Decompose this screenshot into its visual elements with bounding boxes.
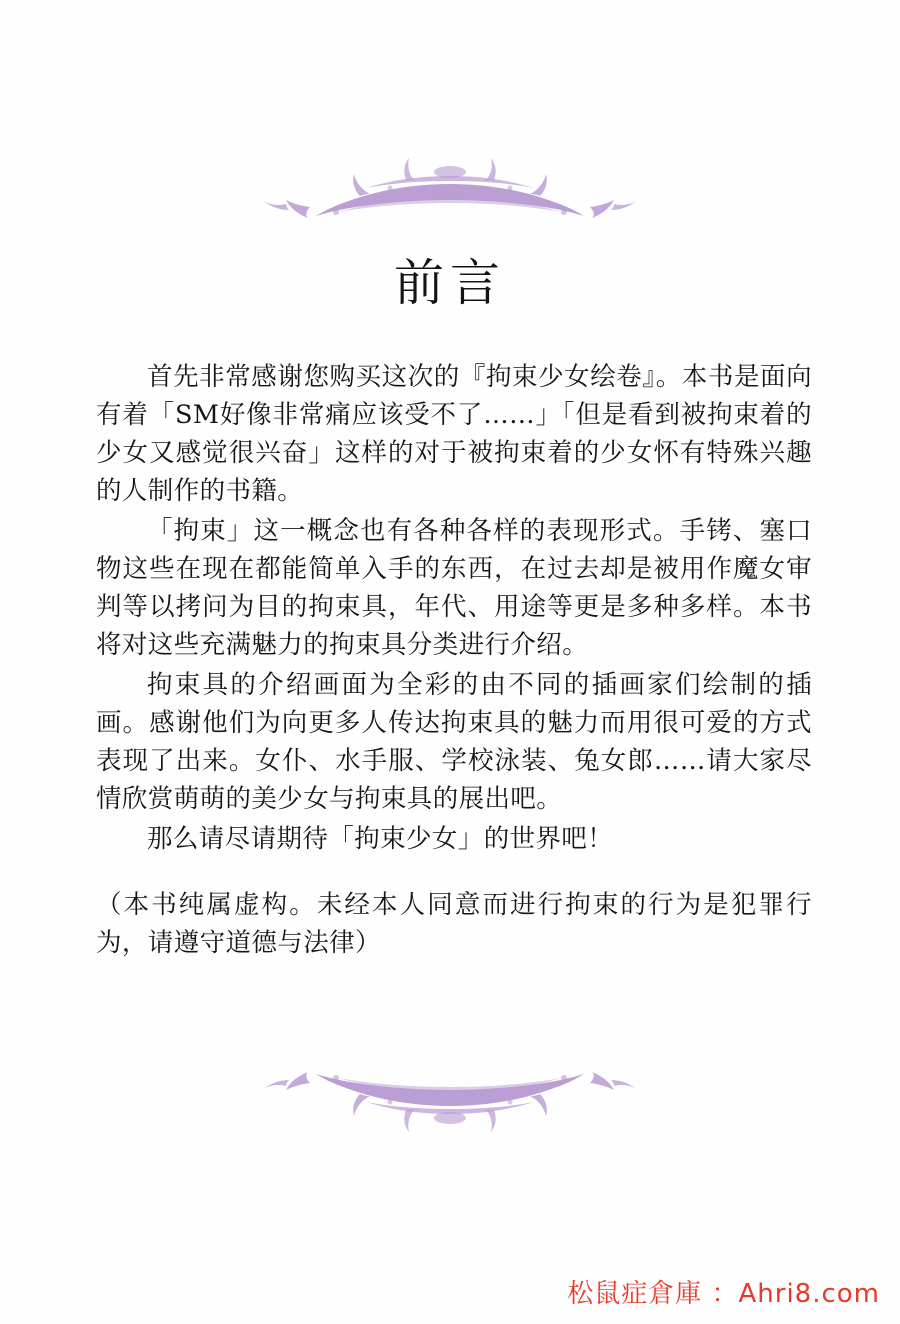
paragraph-1: 首先非常感谢您购买这次的『拘束少女绘卷』。本书是面向有着「SM好像非常痛应该受不了……」「但是看到被拘束着的少女又感觉很兴奋」这样的对于被拘束着的少女怀有特殊兴趣的人制作的书籍。 <box>96 362 812 506</box>
paragraph-2: 「拘束」这一概念也有各种各样的表现形式。手铐、塞口物这些在现在都能简单入手的东西，在过去却是被用作魔女审判等以拷问为目的拘束具，年代、用途等更是多种多样。本书将对这些充满魅力的拘束具分类进行介绍。 <box>96 516 812 660</box>
ornament-bottom-decoration <box>0 1030 900 1140</box>
paragraph-4: 那么请尽请期待「拘束少女」的世界吧！ <box>147 824 614 854</box>
document-body <box>96 358 812 964</box>
paragraph-3: 拘束具的介绍画面为全彩的由不同的插画家们绘制的插画。感谢他们为向更多人传达拘束具的魅力而用很可爱的方式表现了出来。女仆、水手服、学校泳装、兔女郎……请大家尽情欣赏萌萌的美少女与拘束具的展出吧。 <box>96 670 812 814</box>
watermark-label: 松鼠症倉庫 ：Ahri8.com <box>567 1279 880 1309</box>
disclaimer-text: （本书纯属虚构。未经本人同意而进行拘束的行为是犯罪行为，请遵守道德与法律） <box>96 890 812 958</box>
page-title: 前言 <box>394 254 506 312</box>
